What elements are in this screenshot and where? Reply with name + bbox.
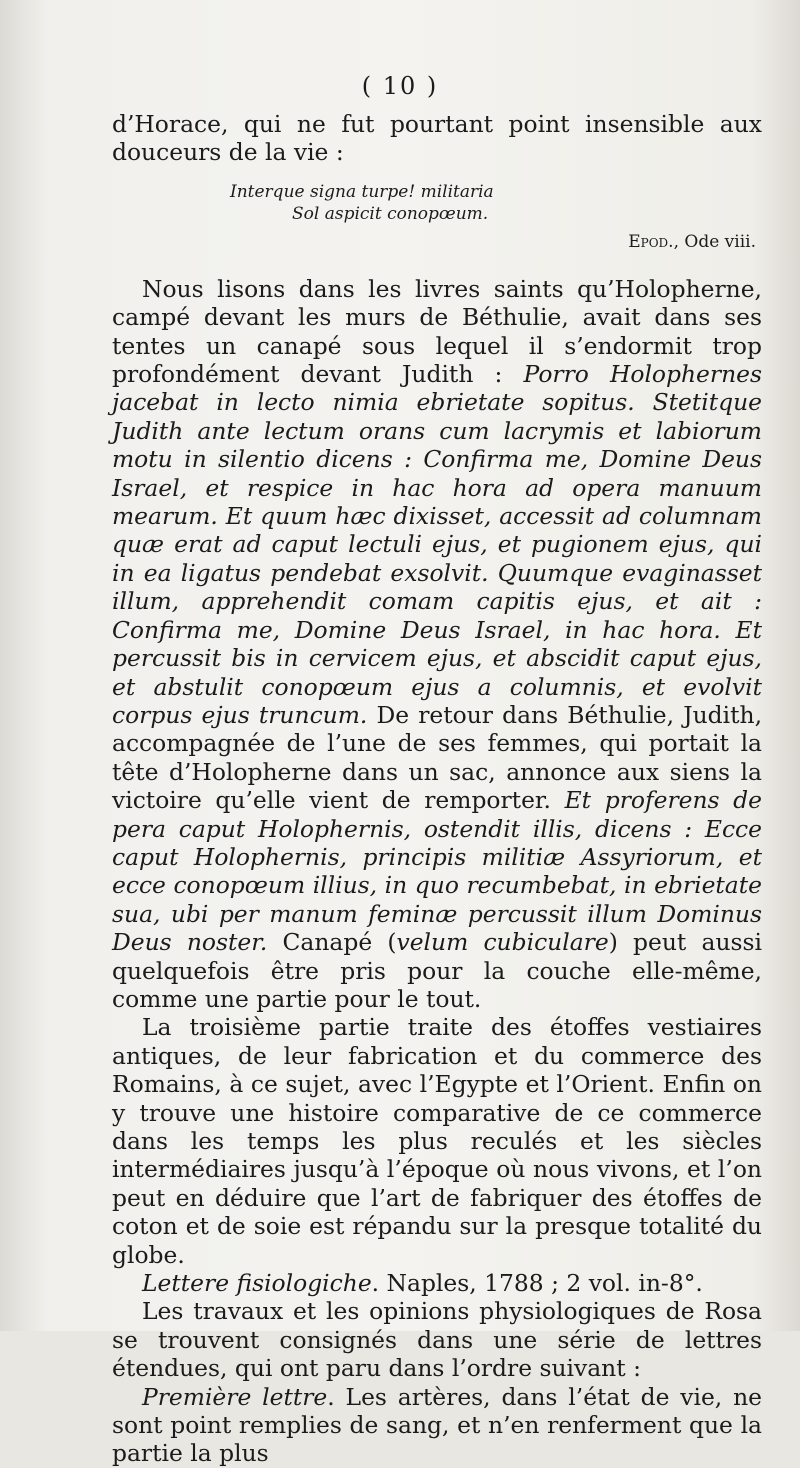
paragraph-rosa: Les travaux et les opinions physiologiques de Rosa se trouvent consignés dans une série de lettres étendues, qui ont paru dans l’ordre suivant : <box>112 1297 762 1383</box>
letter-label: Première lettre <box>142 1382 328 1411</box>
verse-quote <box>230 181 762 225</box>
paragraph-judith <box>112 275 762 1014</box>
verse-line-1: Interque signa turpe! militaria <box>230 181 494 202</box>
paragraph-lettere <box>112 1269 762 1297</box>
p1-text-4: ) peut aussi quelquefois être pris pour la couche elle-même, comme une partie pour le tout. <box>112 928 762 1013</box>
intro-paragraph: d’Horace, qui ne fut pourtant point insensible aux douceurs de la vie : <box>112 110 762 167</box>
paragraph-first-letter <box>112 1383 762 1468</box>
p1-text-2: De retour dans Béthulie, Judith, accompagnée de l’une de ses femmes, qui portait la tête d’Holopherne dans un sac, annonce aux siens la victoire qu’elle vient de remporter. <box>112 700 763 815</box>
citation-source: Epod. <box>628 231 674 252</box>
paragraph-fabrics: La troisième partie traite des étoffes vestiaires antiques, de leur fabrication et du commerce des Romains, à ce sujet, avec l’Egypte et l’Orient. Enfin on y trouve une histoire comparative de ce commerce dans les temps les plus reculés et les siècles intermédiaires jusqu’à l’époque où nous vivons, et l’on peut en déduire que l’art de fabriquer des étoffes de coton et de soie est répandu sur la presque totalité du globe. <box>112 1013 762 1269</box>
p1-latin-quote-2: Et proferens de pera caput Holophernis, ostendit illis, dicens : Ecce caput Holophernis, principis militiæ Assyriorum, et ecce conopœum illius, in quo recumbebat, in ebrietate sua, ubi per manum feminæ percussit illum Dominus Deus noster. <box>112 786 762 957</box>
letter-text: . Les artères, dans l’état de vie, ne sont point remplies de sang, et n’en renferment que la partie la plus <box>112 1382 762 1468</box>
page-number: ( 10 ) <box>361 72 439 100</box>
book-title: Lettere fisiologiche <box>142 1269 372 1298</box>
p1-text-3: Canapé ( <box>267 928 397 957</box>
p1-text-1: Nous lisons dans les livres saints qu’Holopherne, campé devant les murs de Béthulie, avait dans ses tentes un canapé sous lequel il s’endormit trop profondément devant Judith : <box>112 274 762 389</box>
page-body <box>112 110 762 1468</box>
verse-citation <box>112 231 756 253</box>
p1-latin-quote-1: Porro Holophernes jacebat in lecto nimia ebrietate sopitus. Stetitque Judith ante lectum orans cum lacrymis et labiorum motu in silentio dicens : Confirma me, Domine Deus Israel, et respice in hac hora ad opera manuum mearum. Et quum hæc dixisset, accessit ad columnam quæ erat ad caput lectuli ejus, et pugionem ejus, qui in ea ligatus pendebat exsolvit. Quumque evaginasset illum, apprehendit comam capitis ejus, et ait : Confirma me, Domine Deus Israel, in hac hora. Et percussit bis in cervicem ejus, et abscidit caput ejus, et abstulit conopœum ejus a columnis, et evolvit corpus ejus truncum. <box>112 360 762 729</box>
verse-line-2: Sol aspicit conopœum. <box>292 203 489 224</box>
p1-latin-term: velum cubiculare <box>396 928 609 957</box>
citation-ref: , Ode viii. <box>673 231 756 252</box>
book-details: . Naples, 1788 ; 2 vol. in-8°. <box>371 1269 703 1298</box>
